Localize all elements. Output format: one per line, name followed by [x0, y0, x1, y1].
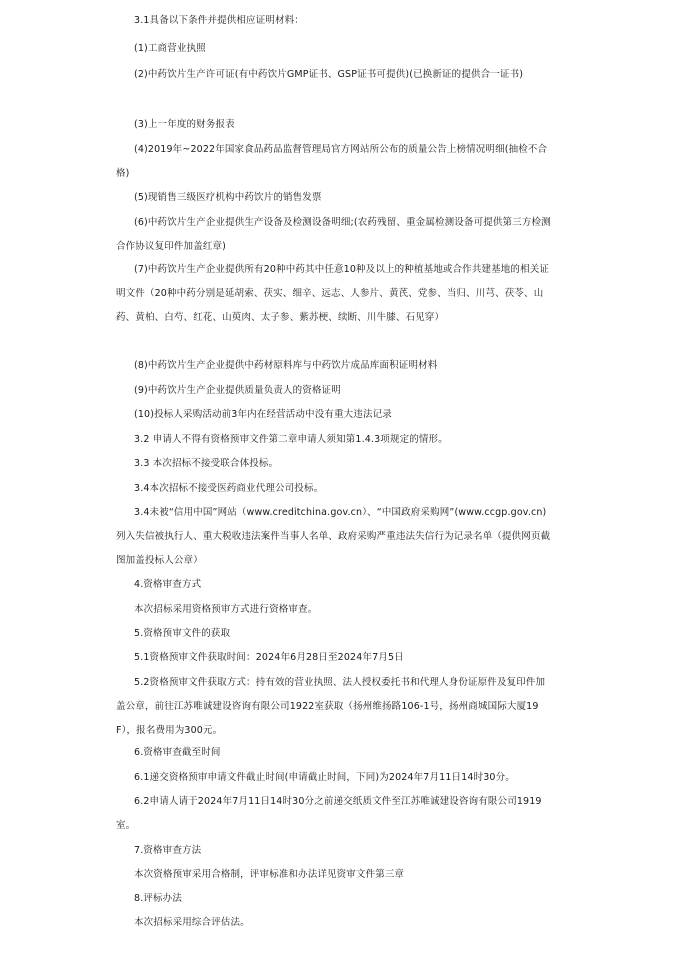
section-heading: 8.评标办法 — [134, 893, 182, 904]
paragraph: (9)中药饮片生产企业提供质量负责人的资格证明 — [134, 385, 341, 396]
paragraph: 本次招标采用综合评估法。 — [134, 917, 250, 928]
paragraph: 3.4本次招标不接受医药商业代理公司投标。 — [134, 483, 324, 494]
section-heading: 5.资格预审文件的获取 — [134, 628, 231, 639]
paragraph: (2)中药饮片生产许可证(有中药饮片GMP证书、GSP证书可提供)(已换新证的提供合一证书) — [134, 69, 524, 80]
paragraph: (7)中药饮片生产企业提供所有20种中药其中任意10种及以上的种植基地或合作共建基地的相关证明文件（20种中药分别是延胡索、茯实、细辛、远志、人参片、黄芪、党参、当归、川芎、茯苓、山药、黄柏、白芍、红花、山萸肉、太子参、紫苏梗、续断、川牛膝、石见穿） — [116, 264, 550, 323]
paragraph: 本次招标采用资格预审方式进行资格审查。 — [134, 604, 318, 615]
section-heading: 6.资格审查截至时间 — [134, 747, 221, 758]
paragraph: 5.2资格预审文件获取方式：持有效的营业执照、法人授权委托书和代理人身份证原件及复印件加盖公章，前往江苏唯诚建设咨询有限公司1922室获取（扬州维扬路106-1号，扬州商城国际大厦19F），报名费用为300元。 — [116, 677, 546, 736]
section-heading: 7.资格审查方法 — [134, 845, 202, 856]
paragraph: 5.1资格预审文件获取时间：2024年6月28日至2024年7月5日 — [134, 652, 404, 663]
paragraph: (6)中药饮片生产企业提供生产设备及检测设备明细;(农药残留、重金属检测设备可提供第三方检测合作协议复印件加盖红章) — [116, 217, 551, 252]
paragraph: 本次资格预审采用合格制，评审标准和办法详见资审文件第三章 — [134, 869, 405, 880]
paragraph: (1)工商营业执照 — [134, 43, 206, 54]
section-heading: 4.资格审查方式 — [134, 579, 202, 590]
paragraph: (10)投标人采购活动前3年内在经营活动中没有重大违法记录 — [134, 409, 392, 420]
paragraph: 3.4未被“信用中国”网站（www.creditchina.gov.cn）、“中国政府采购网”(www.ccgp.gov.cn)列入失信被执行人、重大税收违法案件当事人名单、政府采购严重违法失信行为记录名单（提供网页截图加盖投标人公章） — [116, 507, 551, 566]
paragraph: 6.1递交资格预审申请文件截止时间(申请截止时间，下同)为2024年7月11日14时30分。 — [134, 772, 515, 783]
paragraph: (3)上一年度的财务报表 — [134, 119, 235, 130]
paragraph: 3.1具备以下条件并提供相应证明材料： — [134, 15, 304, 26]
paragraph: 6.2申请人请于2024年7月11日14时30分之前递交纸质文件至江苏唯诚建设咨询有限公司1919室。 — [116, 796, 542, 831]
paragraph: (8)中药饮片生产企业提供中药材原料库与中药饮片成品库面积证明材料 — [134, 360, 438, 371]
paragraph: 3.3 本次招标不接受联合体投标。 — [134, 458, 279, 469]
paragraph: (4)2019年~2022年国家食品药品监督管理局官方网站所公布的质量公告上榜情况明细(抽检不合格) — [116, 144, 548, 179]
paragraph: 3.2 申请人不得有资格预审文件第二章申请人须知第1.4.3项规定的情形。 — [134, 434, 448, 445]
paragraph: (5)现销售三级医疗机构中药饮片的销售发票 — [134, 192, 322, 203]
